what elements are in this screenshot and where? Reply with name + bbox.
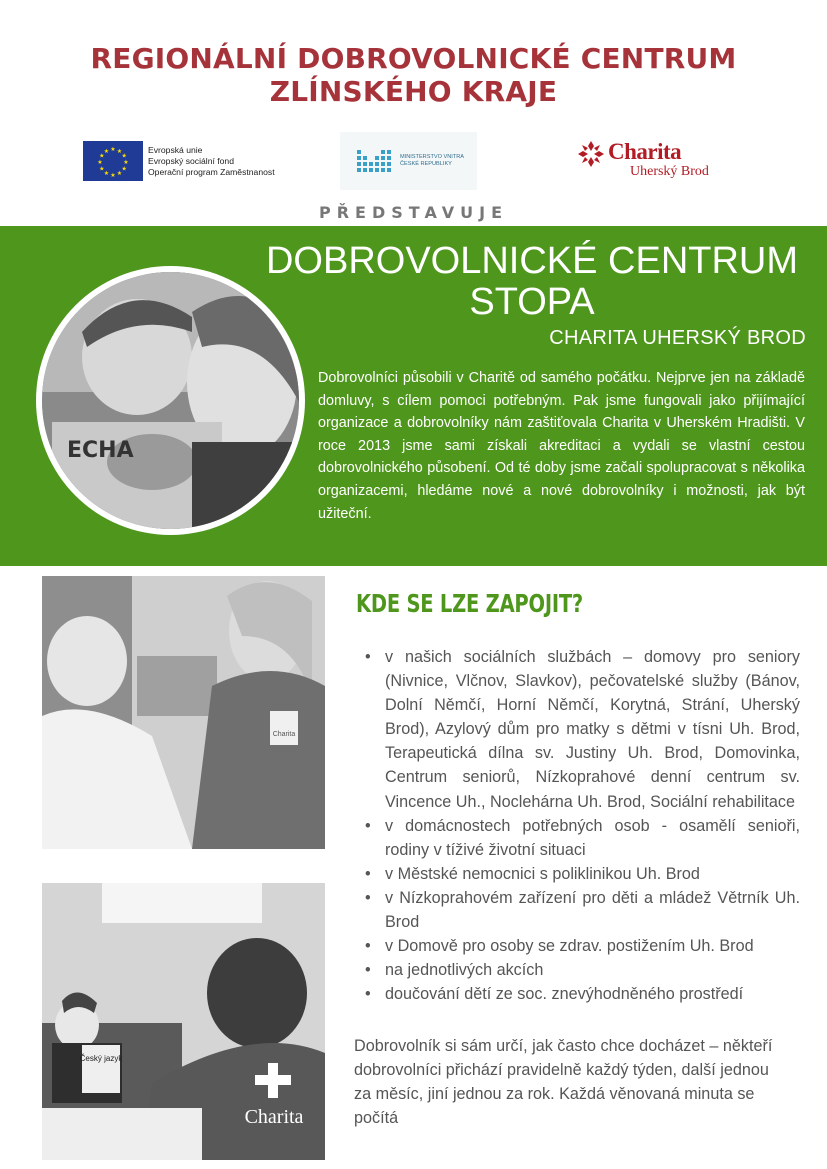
eu-logo xyxy=(83,141,275,181)
list-item: • na jednotlivých akcích xyxy=(360,958,800,982)
title-line-1: REGIONÁLNÍ DOBROVOLNICKÉ CENTRUM xyxy=(90,42,737,75)
charita-name: Charita xyxy=(608,139,682,164)
involvement-list xyxy=(360,645,800,1006)
charita-cross-icon xyxy=(577,140,605,168)
eu-flag-icon xyxy=(83,141,143,181)
section-heading: KDE SE LZE ZAPOJIT? xyxy=(356,589,584,618)
intro-paragraph: Dobrovolníci působili v Charitě od samého počátku. Nejprve jen na základě domluvy, s cílem pomoci potřebným. Pak jsme fungovali jako přijímající organizace a dobrovolníky nám zaštiťovala Charita v Uherském Hradišti. V roce 2013 jsme sami získali akreditaci a vydali se vlastní cestou dobrovolnického působení. Od té doby jsme začali spolupracovat s několika organizacemi, hledáme nové a nové dobrovolníky i možnosti, jak být užiteční. xyxy=(318,370,805,522)
svg-text:★: ★ xyxy=(103,170,110,178)
hero-title-line-2: STOPA xyxy=(469,281,595,323)
eu-line-2: Evropský sociální fond xyxy=(148,155,234,166)
svg-text:★: ★ xyxy=(103,147,110,155)
svg-text:★: ★ xyxy=(121,152,127,160)
ministry-text xyxy=(400,154,464,168)
circle-photo-frame xyxy=(36,266,305,535)
svg-text:ECHA: ECHA xyxy=(67,438,134,463)
list-item: • v Domově pro osoby se zdrav. postižením Uh. Brod xyxy=(360,934,800,958)
presents-label: PŘEDSTAVUJE xyxy=(318,203,508,222)
svg-text:★: ★ xyxy=(110,172,116,179)
hero-title-line-1: DOBROVOLNICKÉ CENTRUM xyxy=(265,240,799,282)
svg-text:★: ★ xyxy=(116,170,123,178)
ministry-line-1: MINISTERSTVO VNITRA xyxy=(400,154,465,160)
svg-text:★: ★ xyxy=(99,165,105,173)
svg-text:★: ★ xyxy=(99,152,105,160)
eu-line-3: Operační program Zaměstnanost xyxy=(148,166,275,177)
photo-tutoring xyxy=(42,883,325,1160)
list-item: • v našich sociálních službách – domovy pro seniory (Nivnice, Vlčnov, Slavkov), pečovatelské služby (Bánov, Dolní Němčí, Horní Němčí, Korytná, Strání, Uherský Brod), Azylový dům pro matky s dětmi v tísni Uh. Brod, Terapeutická dílna sv. Justiny Uh. Brod, Domovinka, Centrum seniorů, Nízkoprahové denní centrum sv. Vincence Uh., Noclehárna Uh. Brod, Sociální rehabilitace xyxy=(360,645,800,814)
title-line-2: ZLÍNSKÉHO KRAJE xyxy=(269,75,558,108)
svg-text:★: ★ xyxy=(123,159,129,166)
book-text: Český jazyk xyxy=(79,1054,123,1063)
shirt-text: Charita xyxy=(272,731,296,738)
shirt-text-2: Charita xyxy=(244,1106,304,1128)
page-title xyxy=(0,42,827,108)
hero-title xyxy=(262,241,802,323)
ministry-line-2: ČESKÉ REPUBLIKY xyxy=(400,161,452,167)
photo-caregiver-senior xyxy=(42,576,325,849)
list-item: • v Městské nemocnici s poliklinikou Uh. Brod xyxy=(360,862,800,886)
svg-text:★: ★ xyxy=(110,146,116,153)
ministry-logo xyxy=(340,132,477,190)
circle-photo xyxy=(42,272,299,529)
eu-line-1: Evropská unie xyxy=(148,144,203,155)
eu-logo-text xyxy=(148,145,275,178)
svg-text:★: ★ xyxy=(116,147,123,155)
svg-text:★: ★ xyxy=(121,165,127,173)
hero-subtitle: CHARITA UHERSKÝ BROD xyxy=(549,327,806,349)
charita-logo xyxy=(577,140,709,180)
list-item: • doučování dětí ze soc. znevýhodněného prostředí xyxy=(360,982,800,1006)
list-item: • v Nízkoprahovém zařízení pro děti a mládež Větrník Uh. Brod xyxy=(360,886,800,934)
list-item: • v domácnostech potřebných osob - osamělí senioři, rodiny v tíživé životní situaci xyxy=(360,814,800,862)
charita-city: Uherský Brod xyxy=(630,164,709,179)
svg-text:★: ★ xyxy=(97,159,103,166)
closing-paragraph: Dobrovolník si sám určí, jak často chce docházet – někteří dobrovolníci přichází pravidelně každý týden, další jednou za měsíc, jiní jednou za rok. Každá věnovaná minuta se počítá xyxy=(354,1037,773,1128)
ministry-mark-icon xyxy=(356,146,396,176)
